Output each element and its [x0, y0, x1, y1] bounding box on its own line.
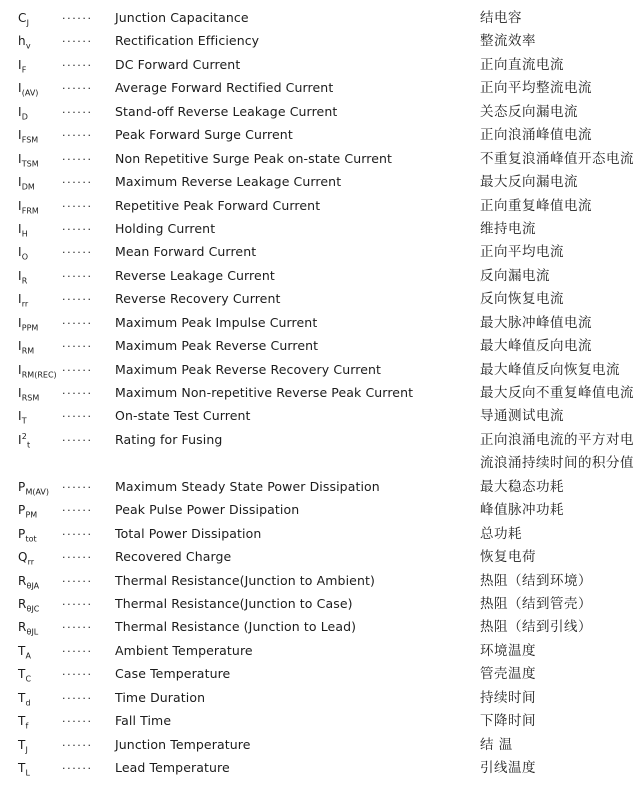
dot-leader: ······ — [62, 410, 93, 424]
dot-leader: ······ — [62, 504, 93, 518]
chinese-term: 反向恢复电流 — [480, 291, 564, 308]
symbol-subscript: RM — [21, 346, 35, 356]
dot-leader: ······ — [62, 668, 93, 682]
dot-leader: ······ — [62, 246, 93, 260]
symbol-subscript: tot — [25, 534, 37, 544]
chinese-term: 热阻（结到引线） — [480, 619, 592, 636]
symbol-subscript: M(AV) — [25, 487, 50, 497]
english-term: Maximum Non-repetitive Reverse Peak Current — [115, 385, 414, 400]
english-term: Non Repetitive Surge Peak on-state Current — [115, 150, 393, 166]
term-symbol — [18, 292, 62, 309]
glossary-row — [18, 639, 637, 662]
symbol-subscript: FSM — [21, 135, 39, 145]
chinese-term: 正向平均整流电流 — [480, 80, 592, 97]
english-term: Thermal Resistance(Junction to Case) — [115, 595, 353, 611]
symbol-subscript: A — [25, 651, 32, 661]
symbol-base: I — [18, 81, 22, 96]
dot-leader: ······ — [62, 527, 93, 541]
symbol-base: I — [18, 151, 22, 166]
symbol-base: R — [18, 596, 27, 611]
english-term: Maximum Steady State Power Dissipation — [115, 478, 380, 494]
english-term: Stand-off Reverse Leakage Current — [115, 103, 338, 119]
glossary-row — [18, 545, 637, 568]
term-symbol — [18, 620, 62, 637]
symbol-subscript: (AV) — [21, 88, 39, 98]
english-term: Junction Temperature — [115, 736, 251, 752]
glossary-row — [18, 451, 637, 474]
symbol-base: I — [18, 432, 22, 447]
symbol-subscript: θJL — [26, 627, 39, 637]
chinese-term: 维持电流 — [480, 220, 536, 237]
symbol-base: I — [18, 175, 22, 190]
symbol-subscript: T — [21, 416, 27, 426]
term-symbol — [18, 738, 62, 752]
chinese-term: 结 温 — [480, 736, 513, 753]
symbol-subscript: θJC — [26, 604, 40, 614]
dot-leader: ······ — [62, 574, 93, 588]
english-term: On-state Test Current — [115, 408, 251, 424]
dot-leader: ······ — [62, 551, 93, 565]
chinese-term: 最大反向漏电流 — [480, 174, 578, 191]
symbol-subscript: O — [21, 252, 29, 262]
glossary-row — [18, 428, 637, 451]
symbol-base: I — [18, 245, 22, 260]
english-term: Fall Time — [115, 713, 172, 729]
symbol-base: I — [18, 409, 22, 424]
chinese-term: 流浪涌持续时间的积分值 — [480, 455, 634, 472]
glossary-row — [18, 709, 637, 732]
chinese-term: 持续时间 — [480, 689, 536, 706]
term-symbol — [18, 409, 62, 426]
glossary-row — [18, 756, 637, 779]
term-symbol — [18, 574, 62, 588]
term-symbol — [18, 128, 62, 145]
term-symbol — [18, 667, 62, 684]
english-term: Thermal Resistance (Junction to Lead) — [115, 619, 357, 635]
symbol-subscript: R — [21, 276, 28, 286]
term-symbol — [18, 339, 62, 356]
dot-leader: ······ — [62, 433, 93, 447]
chinese-term: 最大脉冲峰值电流 — [480, 314, 592, 331]
english-term: Time Duration — [115, 689, 206, 705]
english-term: Reverse Recovery Current — [115, 291, 281, 307]
english-term: Case Temperature — [115, 666, 231, 682]
term-symbol — [18, 175, 62, 192]
symbol-base: T — [18, 667, 26, 682]
english-term: Rating for Fusing — [115, 431, 223, 447]
english-term: Average Forward Rectified Current — [115, 80, 334, 96]
glossary-row — [18, 147, 637, 170]
symbol-base: I — [18, 198, 22, 213]
chinese-term: 正向浪涌峰值电流 — [480, 127, 592, 144]
term-symbol — [18, 550, 62, 567]
symbol-base: T — [18, 737, 26, 752]
english-term: DC Forward Current — [115, 56, 241, 72]
symbol-subscript: t — [27, 440, 31, 450]
glossary-row — [18, 217, 637, 240]
dot-leader: ······ — [62, 269, 93, 283]
symbol-subscript: J — [26, 18, 29, 28]
symbol-base: T — [18, 761, 26, 775]
glossary-row — [18, 615, 637, 638]
term-symbol — [18, 526, 62, 544]
english-term: Maximum Peak Reverse Recovery Current — [115, 361, 382, 377]
chinese-term: 引线温度 — [480, 760, 536, 776]
term-symbol — [18, 11, 62, 28]
glossary-row — [18, 76, 637, 99]
symbol-subscript: RSM — [21, 393, 40, 403]
symbol-base: I — [18, 268, 22, 283]
dot-leader: ······ — [62, 129, 93, 143]
dot-leader: ······ — [62, 222, 93, 236]
glossary-row — [18, 240, 637, 263]
dot-leader: ······ — [62, 176, 93, 190]
chinese-term: 热阻（结到环境） — [480, 572, 592, 589]
glossary-row — [18, 733, 637, 756]
dot-leader: ······ — [62, 738, 93, 752]
english-term: Ambient Temperature — [115, 642, 253, 658]
chinese-term: 正向平均电流 — [480, 244, 564, 261]
glossary-row — [18, 100, 637, 123]
term-symbol — [18, 199, 62, 213]
chinese-term: 管壳温度 — [480, 666, 536, 683]
term-symbol — [18, 714, 62, 731]
dot-leader: ······ — [62, 82, 93, 96]
glossary-row — [18, 287, 637, 310]
symbol-subscript: C — [25, 674, 32, 684]
glossary-row — [18, 311, 637, 334]
chinese-term: 最大反向不重复峰值电流 — [480, 385, 634, 401]
glossary-row — [18, 404, 637, 427]
symbol-subscript: J — [25, 744, 28, 754]
symbol-base: R — [18, 620, 27, 635]
symbol-base: T — [18, 643, 26, 658]
chinese-term: 恢复电荷 — [480, 549, 536, 566]
term-symbol — [18, 315, 62, 333]
glossary-row — [18, 53, 637, 76]
english-term: Recovered Charge — [115, 549, 232, 565]
chinese-term: 最大峰值反向电流 — [480, 338, 592, 355]
symbol-base: T — [18, 690, 26, 705]
term-symbol — [18, 34, 62, 51]
symbol-base: I — [18, 128, 22, 143]
symbol-base: I — [18, 386, 22, 400]
symbol-subscript: rr — [27, 557, 35, 567]
term-symbol — [18, 761, 62, 778]
term-symbol — [18, 596, 62, 614]
symbol-subscript: DM — [21, 182, 35, 192]
symbol-base: I — [18, 362, 22, 377]
symbol-subscript: f — [25, 721, 29, 731]
dot-leader: ······ — [62, 762, 93, 775]
term-symbol — [18, 690, 62, 708]
english-term: Holding Current — [115, 220, 216, 236]
dot-leader: ······ — [62, 597, 93, 611]
dot-leader: ······ — [62, 363, 93, 377]
symbol-subscript: TSM — [21, 159, 39, 169]
chinese-term: 最大峰值反向恢复电流 — [480, 361, 620, 378]
chinese-term: 不重复浪涌峰值开态电流 — [480, 150, 634, 167]
dot-leader: ······ — [62, 58, 93, 72]
symbol-base: I — [18, 104, 22, 119]
chinese-term: 结电容 — [480, 10, 522, 26]
english-term: Reverse Leakage Current — [115, 267, 275, 283]
symbol-subscript: PPM — [21, 323, 39, 333]
dot-leader: ······ — [62, 199, 93, 213]
symbol-base: P — [18, 503, 26, 518]
glossary-row — [18, 123, 637, 146]
term-symbol — [18, 268, 62, 286]
symbol-base: I — [18, 315, 22, 330]
symbol-subscript: F — [21, 65, 27, 75]
english-term: Total Power Dissipation — [115, 525, 262, 541]
symbol-base: C — [18, 11, 27, 25]
term-symbol — [18, 57, 62, 75]
dot-leader: ······ — [62, 621, 93, 635]
dot-leader: ······ — [62, 35, 93, 49]
glossary-row — [18, 381, 637, 404]
glossary-row — [18, 170, 637, 193]
term-symbol — [18, 643, 62, 661]
glossary-row — [18, 334, 637, 357]
symbol-base: T — [18, 714, 26, 729]
symbol-base: I — [18, 57, 22, 72]
chinese-term: 整流效率 — [480, 33, 536, 50]
english-term: Maximum Peak Reverse Current — [115, 338, 319, 354]
english-term: Thermal Resistance(Junction to Ambient) — [115, 572, 375, 588]
term-symbol — [18, 245, 62, 262]
glossary-row — [18, 358, 637, 381]
symbol-subscript: v — [25, 41, 31, 51]
english-term: Lead Temperature — [115, 760, 230, 775]
term-symbol — [18, 104, 62, 122]
symbol-base: I — [18, 221, 22, 236]
symbol-subscript: H — [21, 229, 28, 239]
dot-leader: ······ — [62, 340, 93, 354]
symbol-base: P — [18, 526, 26, 541]
glossary-row — [18, 6, 637, 29]
glossary-row — [18, 475, 637, 498]
chinese-term: 环境温度 — [480, 642, 536, 659]
dot-leader: ······ — [62, 293, 93, 307]
chinese-term: 反向漏电流 — [480, 267, 550, 284]
term-symbol — [18, 386, 62, 403]
symbol-subscript: RM(REC) — [21, 369, 57, 379]
chinese-term: 最大稳态功耗 — [480, 478, 564, 495]
glossary-row — [18, 522, 637, 545]
glossary-row — [18, 264, 637, 287]
symbol-subscript: d — [25, 698, 31, 708]
english-term: Maximum Peak Impulse Current — [115, 314, 318, 330]
glossary-table — [18, 6, 637, 779]
english-term: Mean Forward Current — [115, 244, 257, 260]
dot-leader: ······ — [62, 715, 93, 729]
term-symbol — [18, 363, 62, 377]
term-symbol — [18, 221, 62, 239]
chinese-term: 峰值脉冲功耗 — [480, 502, 564, 519]
term-symbol — [18, 431, 62, 450]
chinese-term: 导通测试电流 — [480, 408, 564, 425]
symbol-superscript: 2 — [21, 431, 28, 441]
glossary-row — [18, 194, 637, 217]
dot-leader: ······ — [62, 387, 93, 400]
dot-leader: ······ — [62, 316, 93, 330]
symbol-subscript: rr — [21, 299, 29, 309]
symbol-subscript: L — [25, 768, 30, 778]
glossary-row — [18, 686, 637, 709]
term-symbol — [18, 151, 62, 169]
symbol-subscript: D — [21, 112, 28, 122]
dot-leader: ······ — [62, 644, 93, 658]
chinese-term: 正向直流电流 — [480, 56, 564, 73]
glossary-row — [18, 498, 637, 521]
dot-leader: ······ — [62, 105, 93, 119]
symbol-subscript: PM — [25, 510, 38, 520]
term-symbol — [18, 81, 62, 98]
symbol-base: Q — [18, 550, 28, 565]
chinese-term: 总功耗 — [480, 525, 522, 542]
dot-leader: ······ — [62, 152, 93, 166]
dot-leader: ······ — [62, 691, 93, 705]
symbol-base: P — [18, 479, 26, 494]
symbol-subscript: FRM — [21, 205, 39, 215]
chinese-term: 正向重复峰值电流 — [480, 197, 592, 214]
english-term: Peak Forward Surge Current — [115, 127, 293, 143]
symbol-subscript: θJA — [26, 580, 40, 590]
symbol-base: h — [18, 34, 26, 49]
term-symbol — [18, 503, 62, 520]
chinese-term: 热阻（结到管壳） — [480, 595, 592, 612]
glossary-row — [18, 592, 637, 615]
dot-leader: ······ — [62, 480, 93, 494]
glossary-row — [18, 662, 637, 685]
english-term: Peak Pulse Power Dissipation — [115, 502, 300, 518]
symbol-base: R — [18, 573, 27, 588]
chinese-term: 正向浪涌电流的平方对电 — [480, 431, 634, 448]
chinese-term: 关态反向漏电流 — [480, 103, 578, 120]
glossary-row — [18, 569, 637, 592]
chinese-term: 下降时间 — [480, 713, 536, 730]
english-term: Maximum Reverse Leakage Current — [115, 174, 342, 190]
english-term: Junction Capacitance — [115, 10, 249, 25]
glossary-row — [18, 29, 637, 52]
term-symbol — [18, 479, 62, 497]
english-term: Repetitive Peak Forward Current — [115, 197, 321, 213]
english-term: Rectification Efficiency — [115, 33, 260, 49]
symbol-base: I — [18, 339, 22, 354]
dot-leader: ······ — [62, 12, 93, 25]
symbol-base: I — [18, 292, 22, 307]
